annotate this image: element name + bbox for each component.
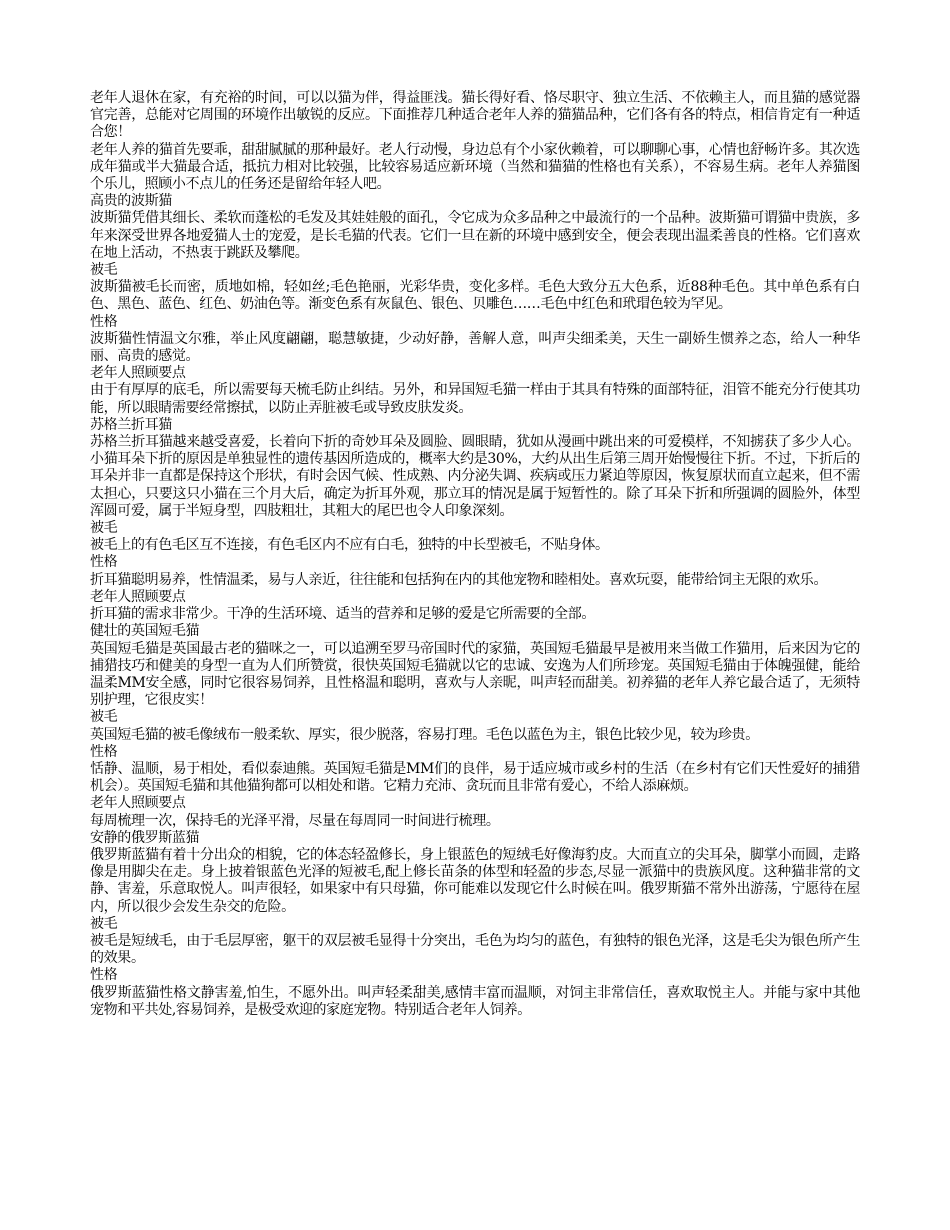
section-intro-russian-blue: 俄罗斯蓝猫有着十分出众的相貌，它的体态轻盈修长，身上银蓝色的短绒毛好像海豹皮。大而直立的尖耳朵，脚掌小而圆，走路像是用脚尖在走。身上披着银蓝色光泽的短被毛,配上修长苗条的体型和轻盈的步态,尽显一派猫中的贵族风度。这种猫非常的文静、害羞，乐意取悦人。叫声很轻，如果家中有只母猫，你可能难以发现它什么时候在叫。俄罗斯猫不常外出游荡，宁愿待在屋内，所以很少会发生杂交的危险。: [90, 846, 860, 915]
article-body: [90, 90, 860, 1019]
care-paragraph: 由于有厚厚的底毛，所以需要每天梳毛防止纠结。另外，和异国短毛猫一样由于其具有特殊的面部特征，泪管不能充分行使其功能，所以眼睛需要经常擦拭，以防止弄脏被毛或导致皮肤发炎。: [90, 382, 860, 416]
subheading-personality: 性格: [90, 554, 118, 571]
section-intro-scottish-fold: 苏格兰折耳猫越来越受喜爱，长着向下折的奇妙耳朵及圆脸、圆眼睛，犹如从漫画中跳出来的可爱模样，不知掳获了多少人心。小猫耳朵下折的原因是单独显性的遗传基因所造成的，概率大约是30%，大约从出生后第三周开始慢慢往下折。不过，下折后的耳朵并非一直都是保持这个形状，有时会因气候、性成熟、内分泌失调、疾病或压力紧迫等原因，恢复原状而直立起来，但不需太担心，只要这只小猫在三个月大后，确定为折耳外观，那立耳的情况是属于短暂性的。除了耳朵下折和所强调的圆脸外，体型浑圆可爱，属于半短身型，四肢粗壮，其粗大的尾巴也令人印象深刻。: [90, 434, 860, 519]
subheading-care: 老年人照顾要点: [90, 795, 186, 812]
coat-paragraph: 被毛上的有色毛区互不连接，有色毛区内不应有白毛，独特的中长型被毛，不贴身体。: [90, 537, 609, 554]
personality-paragraph: 俄罗斯蓝猫性格文静害羞,怕生，不愿外出。叫声轻柔甜美,感情丰富而温顺，对饲主非常信任，喜欢取悦主人。并能与家中其他宠物和平共处,容易饲养，是极受欢迎的家庭宠物。特别适合老年人饲养。: [90, 984, 860, 1018]
section-title-persian: 高贵的波斯猫: [90, 193, 172, 210]
intro-paragraph: 老年人养的猫首先要乖，甜甜腻腻的那种最好。老人行动慢，身边总有个小家伙赖着，可以聊聊心事，心情也舒畅许多。其次选成年猫或半大猫最合适，抵抗力相对比较强，比较容易适应新环境（当然和猫猫的性格也有关系），不容易生病。老年人养猫图个乐儿，照顾小不点儿的任务还是留给年轻人吧。: [90, 141, 860, 193]
subheading-coat: 被毛: [90, 915, 118, 932]
section-title-russian-blue: 安静的俄罗斯蓝猫: [90, 829, 200, 846]
personality-paragraph: 折耳猫聪明易养，性情温柔，易与人亲近，往往能和包括狗在内的其他宠物和睦相处。喜欢玩耍，能带给饲主无限的欢乐。: [90, 571, 828, 588]
subheading-personality: 性格: [90, 313, 118, 330]
subheading-coat: 被毛: [90, 262, 118, 279]
subheading-personality: 性格: [90, 743, 118, 760]
subheading-care: 老年人照顾要点: [90, 588, 186, 605]
care-paragraph: 每周梳理一次，保持毛的光泽平滑，尽量在每周同一时间进行梳理。: [90, 812, 500, 829]
section-title-british-shorthair: 健壮的英国短毛猫: [90, 623, 200, 640]
personality-paragraph: 波斯猫性情温文尔雅，举止风度翩翩，聪慧敏捷，少动好静，善解人意，叫声尖细柔美，天生一副娇生惯养之态，给人一种华丽、高贵的感觉。: [90, 330, 860, 365]
section-title-scottish-fold: 苏格兰折耳猫: [90, 416, 172, 433]
subheading-care: 老年人照顾要点: [90, 365, 186, 382]
coat-paragraph: 英国短毛猫的被毛像绒布一般柔软、厚实，很少脱落，容易打理。毛色以蓝色为主，银色比较少见，较为珍贵。: [90, 726, 759, 743]
personality-paragraph: 恬静、温顺，易于相处，看似泰迪熊。英国短毛猫是MM们的良伴，易于适应城市或乡村的生活（在乡村有它们天性爱好的捕猎机会）。英国短毛猫和其他猫狗都可以相处和谐。它精力充沛、贪玩而且非常有爱心，不给人添麻烦。: [90, 760, 860, 795]
subheading-coat: 被毛: [90, 520, 118, 537]
section-intro-british-shorthair: 英国短毛猫是英国最古老的猫咪之一，可以追溯至罗马帝国时代的家猫，英国短毛猫最早是被用来当做工作猫用，后来因为它的捕猎技巧和健美的身型一直为人们所赞赏，很快英国短毛猫就以它的忠诚、安逸为人们所珍宠。英国短毛猫由于体魄强健，能给温柔MM安全感，同时它很容易饲养，且性格温和聪明，喜欢与人亲昵，叫声轻而甜美。初养猫的老年人养它最合适了，无须特别护理，它很皮实！: [90, 640, 860, 709]
care-paragraph: 折耳猫的需求非常少。干净的生活环境、适当的营养和足够的爱是它所需要的全部。: [90, 606, 596, 623]
coat-paragraph: 波斯猫被毛长而密，质地如棉，轻如丝;毛色艳丽，光彩华贵，变化多样。毛色大致分五大色系，近88种毛色。其中单色系有白色、黑色、蓝色、红色、奶油色等。渐变色系有灰鼠色、银色、贝雕色……毛色中红色和玳瑁色较为罕见。: [90, 279, 860, 313]
intro-paragraph: 老年人退休在家，有充裕的时间，可以以猫为伴，得益匪浅。猫长得好看、恪尽职守、独立生活、不依赖主人，而且猫的感觉器官完善，总能对它周围的环境作出敏锐的反应。下面推荐几种适合老年人养的猫猫品种，它们各有各的特点，相信肯定有一种适合您！: [90, 90, 860, 141]
subheading-personality: 性格: [90, 967, 118, 984]
section-intro-persian: 波斯猫凭借其细长、柔软而蓬松的毛发及其娃娃般的面孔，令它成为众多品种之中最流行的一个品种。波斯猫可谓猫中贵族，多年来深受世界各地爱猫人士的宠爱，是长毛猫的代表。它们一旦在新的环境中感到安全，便会表现出温柔善良的性格。它们喜欢在地上活动，不热衷于跳跃及攀爬。: [90, 210, 860, 261]
subheading-coat: 被毛: [90, 709, 118, 726]
coat-paragraph: 被毛是短绒毛，由于毛层厚密，躯干的双层被毛显得十分突出，毛色为均匀的蓝色，有独特的银色光泽，这是毛尖为银色所产生的效果。: [90, 932, 860, 967]
